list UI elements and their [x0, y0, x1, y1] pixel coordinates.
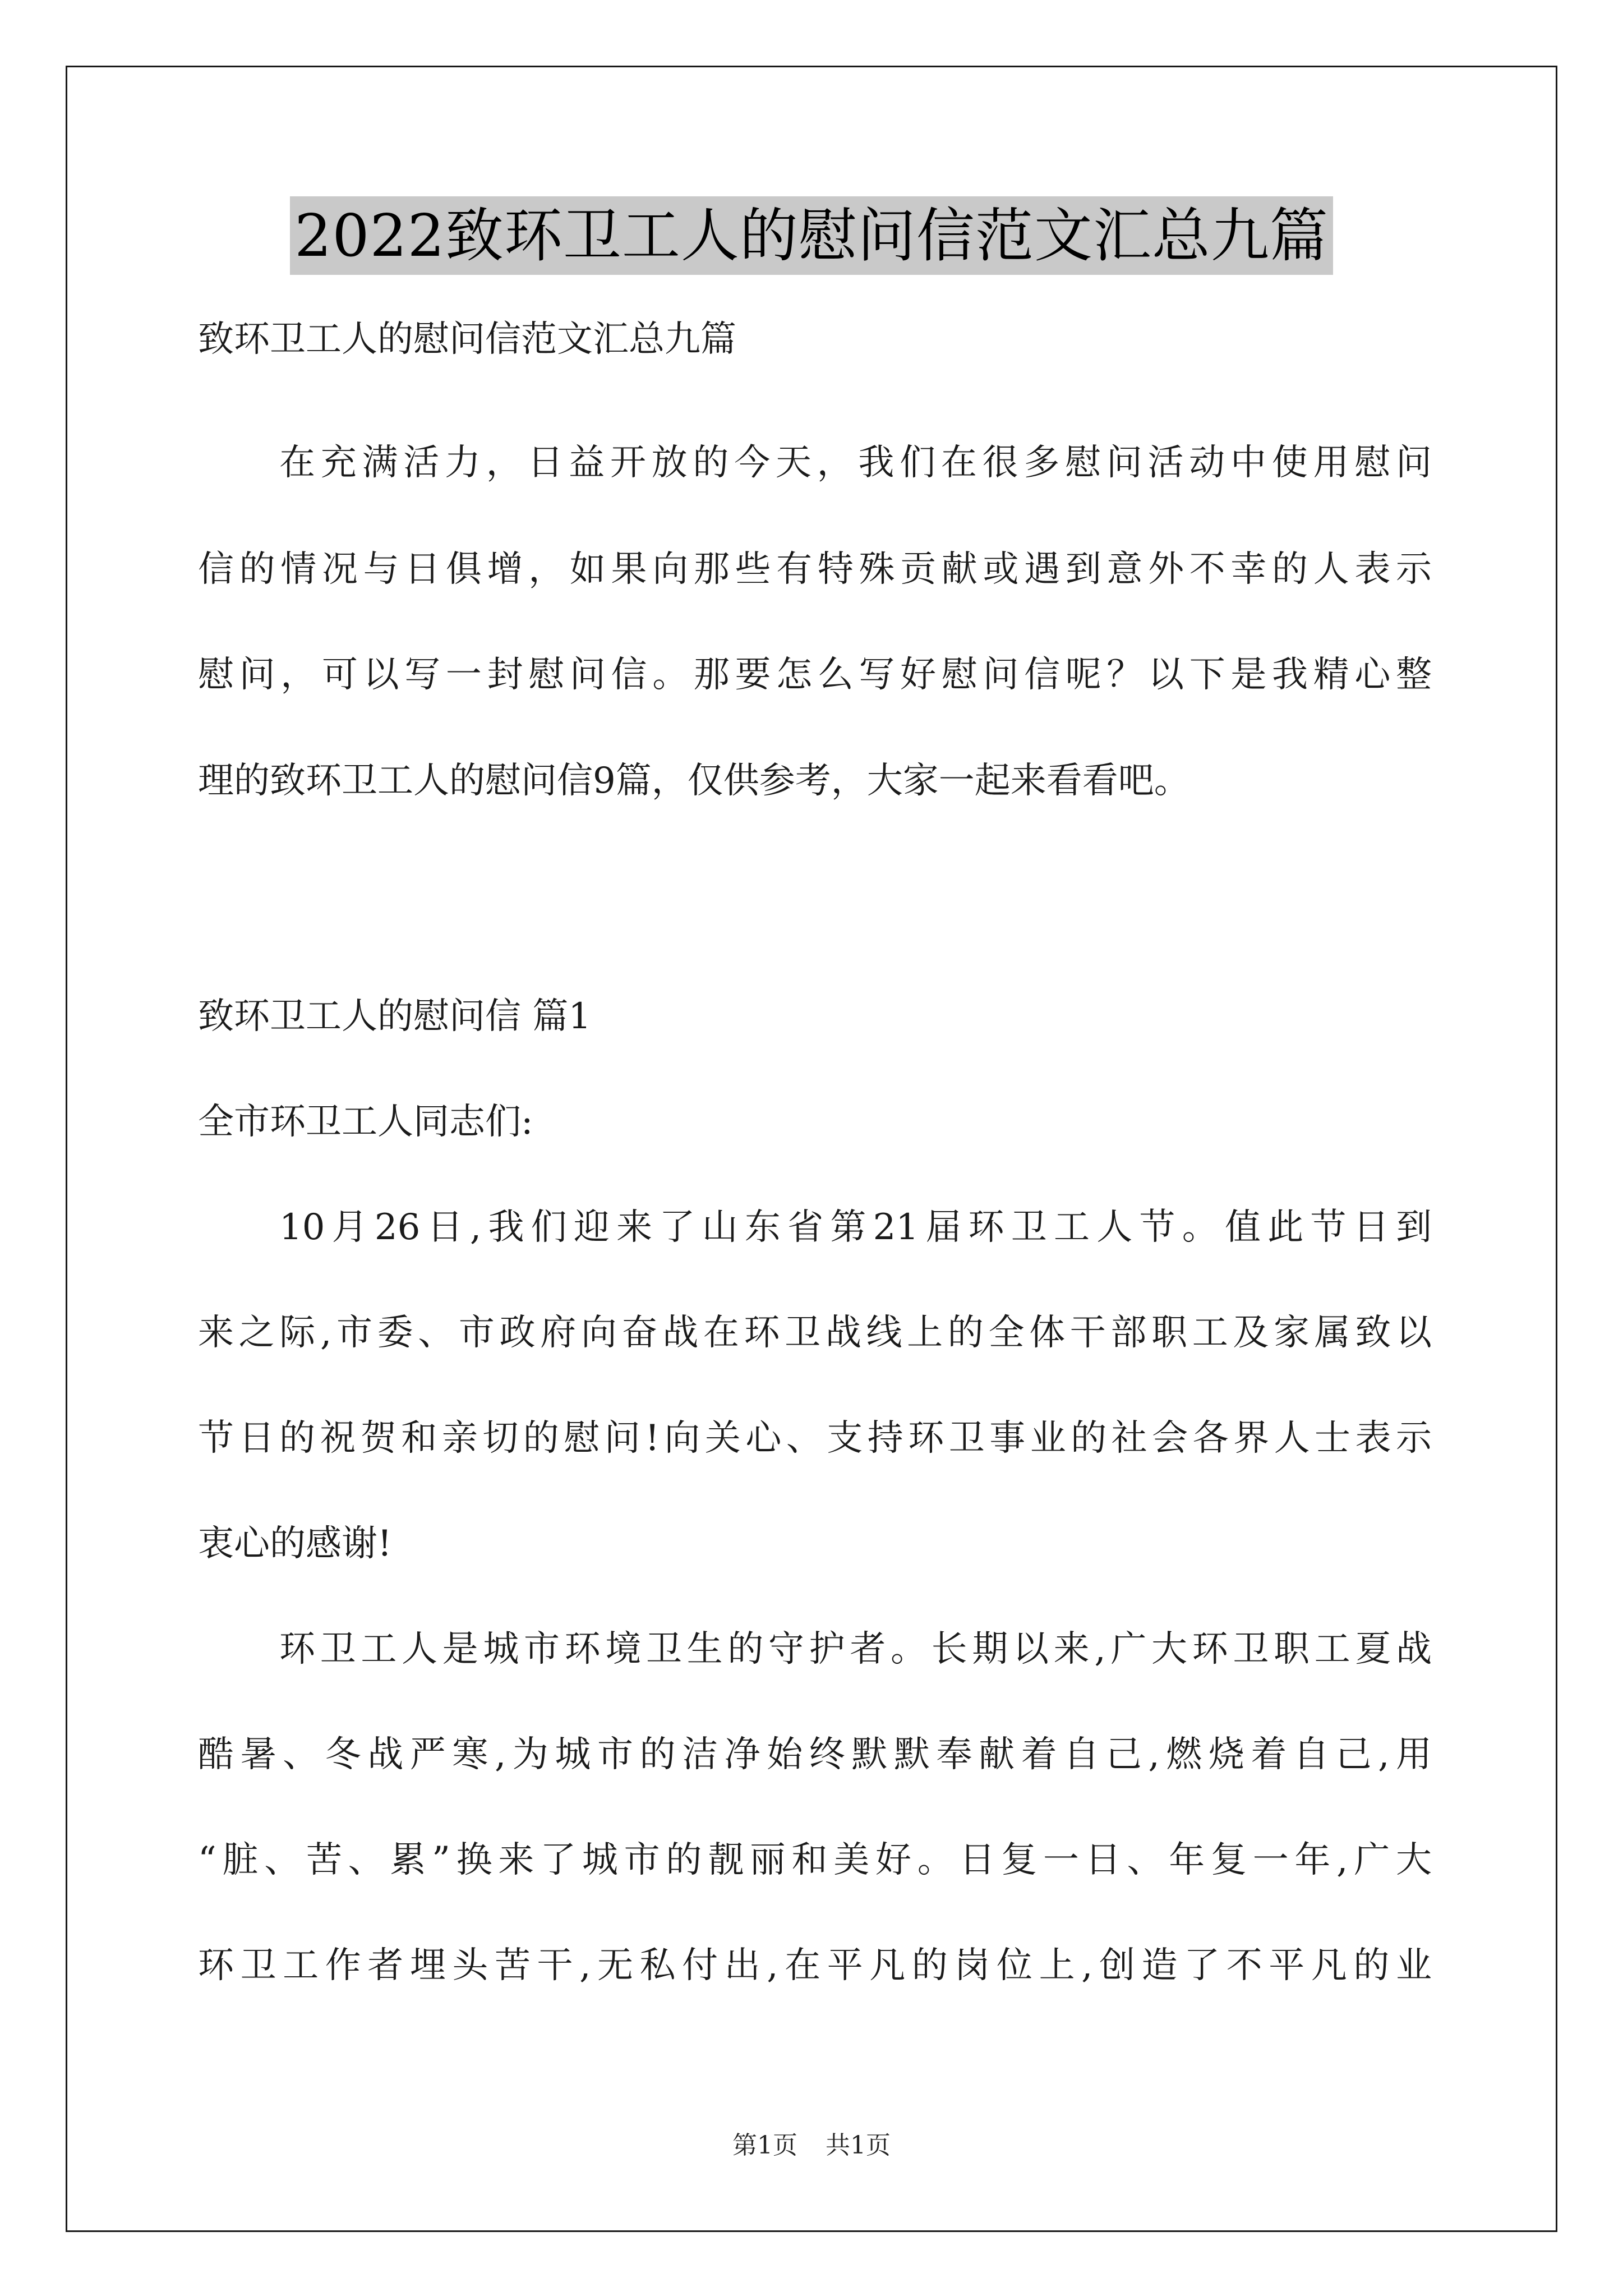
paragraph-line: 衷心的感谢! — [198, 1523, 392, 1565]
page-footer — [0, 2129, 1623, 2162]
page-border — [66, 66, 1557, 2232]
salutation: 全市环卫工人同志们: — [198, 1101, 533, 1143]
paragraph-line: 节日的祝贺和亲切的慰问!向关心、支持环卫事业的社会各界人士表示 — [198, 1418, 1432, 1459]
intro-line: 在充满活力，日益开放的今天，我们在很多慰问活动中使用慰问 — [279, 442, 1432, 484]
title-container — [0, 196, 1623, 275]
section-heading: 致环卫工人的慰问信 篇1 — [198, 996, 592, 1037]
page-number: 第1页 — [732, 2131, 797, 2160]
paragraph-line: 环卫工作者埋头苦干,无私付出,在平凡的岗位上,创造了不平凡的业 — [198, 1945, 1432, 1986]
intro-line: 慰问，可以写一封慰问信。那要怎么写好慰问信呢？以下是我精心整 — [198, 654, 1432, 696]
subtitle: 致环卫工人的慰问信范文汇总九篇 — [198, 319, 736, 360]
intro-line: 信的情况与日俱增，如果向那些有特殊贡献或遇到意外不幸的人表示 — [198, 549, 1432, 590]
page-total: 共1页 — [826, 2131, 891, 2160]
intro-line: 理的致环卫工人的慰问信9篇，仅供参考，大家一起来看看吧。 — [198, 760, 1190, 802]
paragraph-line: 环卫工人是城市环境卫生的守护者。长期以来,广大环卫职工夏战 — [279, 1628, 1432, 1670]
paragraph-line: 酷暑、冬战严寒,为城市的洁净始终默默奉献着自己,燃烧着自己,用 — [198, 1734, 1432, 1775]
paragraph-line: 来之际,市委、市政府向奋战在环卫战线上的全体干部职工及家属致以 — [198, 1312, 1432, 1354]
paragraph-line: “脏、苦、累”换来了城市的靓丽和美好。日复一日、年复一年,广大 — [198, 1839, 1432, 1881]
paragraph-line: 10月26日,我们迎来了山东省第21届环卫工人节。值此节日到 — [279, 1207, 1432, 1248]
document-title: 2022致环卫工人的慰问信范文汇总九篇 — [290, 196, 1333, 275]
